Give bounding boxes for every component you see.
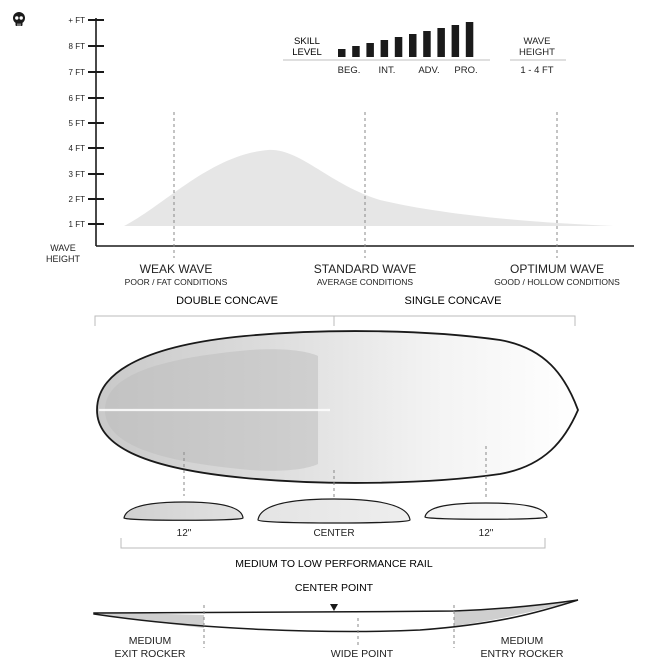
tick-label: 4 FT bbox=[68, 144, 85, 153]
center-point-label: CENTER POINT bbox=[294, 582, 374, 594]
tick-label: 8 FT bbox=[68, 42, 85, 51]
skill-bars bbox=[338, 22, 473, 57]
wave-height-label: WAVE bbox=[523, 36, 551, 47]
skill-bar bbox=[352, 46, 360, 57]
wave-height-spec bbox=[510, 36, 566, 76]
skill-level-label: PRO. bbox=[454, 65, 478, 76]
skill-bar bbox=[381, 40, 389, 57]
standard-wave-title: STANDARD WAVE bbox=[313, 262, 417, 276]
skill-bar bbox=[409, 34, 417, 57]
rail-profiles bbox=[121, 499, 547, 570]
double-concave-bracket bbox=[95, 316, 334, 326]
rocker-entry-shade bbox=[454, 600, 578, 626]
y-axis-title: WAVE bbox=[50, 243, 76, 253]
tick-label: 7 FT bbox=[68, 68, 85, 77]
wide-point-label: WIDE POINT bbox=[330, 648, 394, 660]
optimum-wave-title: OPTIMUM WAVE bbox=[510, 262, 604, 276]
tick-label: 3 FT bbox=[68, 170, 85, 179]
rail-profile-left bbox=[124, 502, 243, 520]
skill-label: SKILL bbox=[294, 36, 320, 47]
single-concave-label: SINGLE CONCAVE bbox=[404, 295, 502, 307]
rail-right-label: 12" bbox=[478, 528, 494, 539]
rail-center-label: CENTER bbox=[313, 528, 355, 539]
board-outline bbox=[97, 331, 578, 500]
skill-bar bbox=[423, 31, 431, 57]
tick-label: 6 FT bbox=[68, 94, 85, 103]
double-concave-label: DOUBLE CONCAVE bbox=[176, 295, 278, 307]
skill-bar bbox=[395, 37, 403, 57]
skill-bar bbox=[338, 49, 346, 57]
y-axis-title: HEIGHT bbox=[45, 254, 81, 264]
skull-icon bbox=[13, 12, 25, 26]
rail-profile-right bbox=[425, 503, 547, 519]
skill-bar bbox=[452, 25, 460, 57]
skill-bar bbox=[466, 22, 474, 57]
tick-label: + FT bbox=[68, 16, 85, 25]
entry-rocker-label: ENTRY ROCKER bbox=[480, 648, 564, 660]
exit-rocker-label: MEDIUM bbox=[128, 635, 172, 647]
exit-rocker-label: EXIT ROCKER bbox=[114, 648, 186, 660]
skill-bar bbox=[437, 28, 445, 57]
skill-level-label: INT. bbox=[378, 65, 396, 76]
rail-caption: MEDIUM TO LOW PERFORMANCE RAIL bbox=[235, 558, 433, 570]
rail-profile-center bbox=[258, 499, 410, 523]
rocker-profile bbox=[94, 582, 578, 660]
tick-label: 1 FT bbox=[68, 220, 85, 229]
wave-curve bbox=[124, 150, 614, 226]
skill-level-label: ADV. bbox=[418, 65, 440, 76]
weak-wave-subtitle: POOR / FAT CONDITIONS bbox=[124, 277, 228, 287]
entry-rocker-label: MEDIUM bbox=[500, 635, 544, 647]
skill-level-label: BEG. bbox=[337, 65, 361, 76]
skill-level-meter bbox=[283, 22, 490, 76]
wave-height-label: HEIGHT bbox=[519, 47, 555, 58]
rail-bracket bbox=[121, 538, 545, 548]
center-point-marker bbox=[330, 604, 338, 611]
weak-wave-title: WEAK WAVE bbox=[139, 262, 213, 276]
rail-left-label: 12" bbox=[176, 528, 192, 539]
standard-wave-subtitle: AVERAGE CONDITIONS bbox=[316, 277, 414, 287]
single-concave-bracket bbox=[334, 316, 575, 326]
wave-height-value: 1 - 4 FT bbox=[520, 65, 554, 76]
concave-section bbox=[95, 295, 575, 326]
tick-label: 5 FT bbox=[68, 119, 85, 128]
optimum-wave-subtitle: GOOD / HOLLOW CONDITIONS bbox=[494, 277, 620, 287]
tick-label: 2 FT bbox=[68, 195, 85, 204]
skill-bar bbox=[366, 43, 374, 57]
skill-label: LEVEL bbox=[292, 47, 322, 58]
